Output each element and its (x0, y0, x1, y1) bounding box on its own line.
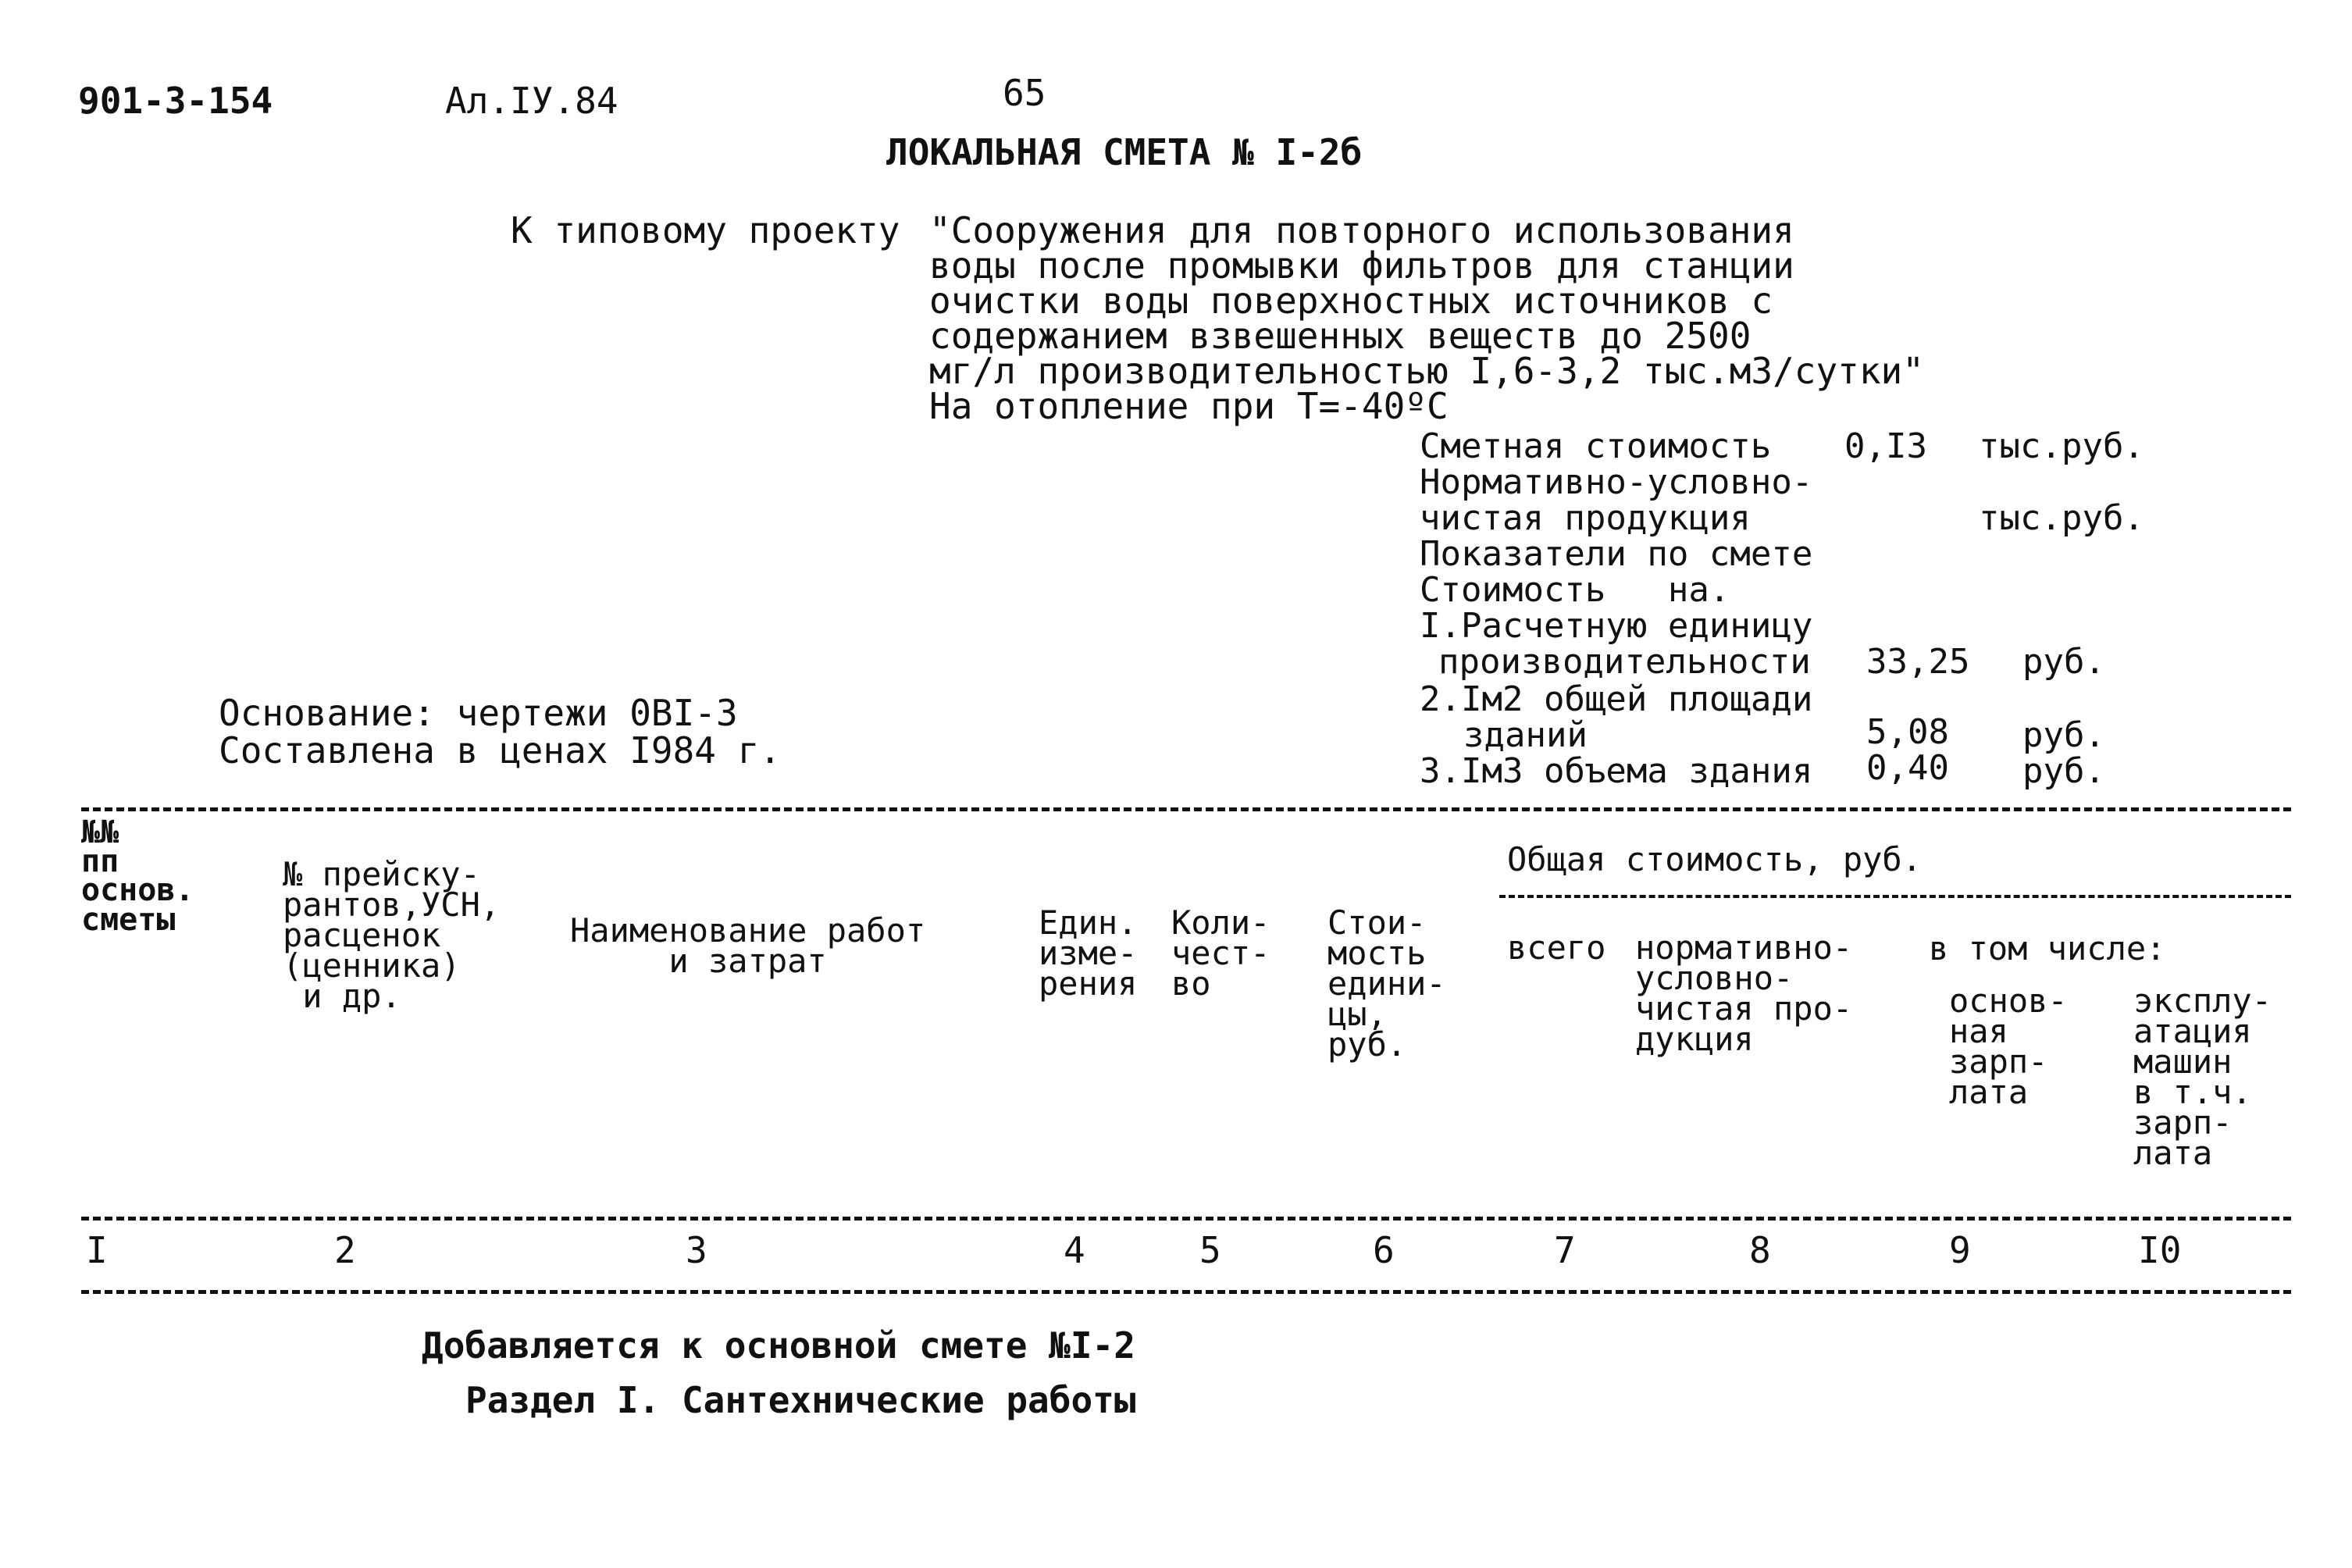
estimated-cost-label: Сметная стоимость (1420, 426, 1772, 466)
project-line: "Сооружения для повторного использования (929, 209, 1794, 251)
project-line: очистки воды поверхностных источников с (929, 280, 1773, 322)
indicator-3-unit: руб. (2022, 751, 2105, 791)
estimated-cost-unit: тыс.руб. (1979, 426, 2144, 466)
column-header-including: в том числе: (1929, 929, 2166, 968)
indicator-1-unit: руб. (2022, 642, 2105, 682)
column-number: I (86, 1229, 108, 1271)
normative-label: чистая продукция (1420, 498, 1751, 538)
column-number: 9 (1949, 1229, 1971, 1271)
indicator-2-label: 2.Iм2 общей площади (1420, 679, 1813, 719)
column-header-work-name: Наименование работ и затрат (570, 911, 926, 981)
document-code: 901-3-154 (78, 80, 273, 122)
page-number: 65 (1003, 72, 1046, 114)
document-title: ЛОКАЛЬНАЯ СМЕТА № I-2б (886, 131, 1363, 173)
cost-per-label: Стоимость на. (1420, 570, 1730, 610)
column-number: 8 (1749, 1229, 1771, 1271)
column-header-total: всего (1507, 928, 1606, 967)
column-number: 4 (1064, 1229, 1085, 1271)
column-header-wages: основ- ная зарп- лата (1949, 982, 2068, 1112)
basis-line: Составлена в ценах I984 г. (219, 729, 782, 772)
indicators-label: Показатели по смете (1420, 534, 1813, 574)
project-line: содержанием взвешенных веществ до 2500 (929, 315, 1752, 357)
project-line: мг/л производительностью I,6-3,2 тыс.м3/сутки" (929, 350, 1924, 392)
total-cost-divider (1499, 895, 2291, 898)
album-number: Ал.IУ.84 (445, 80, 618, 122)
column-number: I0 (2138, 1229, 2182, 1271)
project-label: К типовому проекту (511, 209, 900, 251)
basis-line: Основание: чертежи 0BI-3 (219, 692, 738, 734)
section-title: Раздел I. Сантехнические работы (465, 1379, 1136, 1421)
column-header-unit: Един. изме- рения (1039, 903, 1138, 1003)
column-header-unit-cost: Стои- мость едини- цы, руб. (1327, 903, 1446, 1064)
column-header-price-list: № прейску- рантов,УСН, расценок (ценника) и др. (283, 855, 501, 1016)
column-number: 6 (1373, 1229, 1395, 1271)
column-header-machines: эксплу- атация машин в т.ч. зарп- лата (2133, 982, 2272, 1173)
column-header-total-cost: Общая стоимость, руб. (1507, 840, 1923, 878)
indicator-2-unit: руб. (2022, 715, 2105, 755)
indicator-2-label: зданий (1463, 715, 1588, 755)
normative-unit: тыс.руб. (1979, 498, 2144, 538)
project-line: На отопление при Т=-40ºС (929, 385, 1449, 427)
column-header-normative: нормативно- условно- чистая про- дукция (1635, 928, 1853, 1059)
estimated-cost-value: 0,I3 (1844, 426, 1927, 466)
column-number: 7 (1554, 1229, 1576, 1271)
indicator-1-label: производительности (1438, 642, 1811, 682)
column-header-row-number: №№ пп основ. сметы (81, 814, 194, 938)
column-number: 2 (334, 1229, 356, 1271)
header-bottom-divider (81, 1217, 2291, 1221)
added-note: Добавляется к основной смете №I-2 (422, 1324, 1135, 1367)
indicator-1-label: I.Расчетную единицу (1420, 606, 1813, 646)
column-header-quantity: Коли- чест- во (1171, 903, 1270, 1003)
indicator-3-value: 0,40 (1866, 748, 1949, 788)
table-top-divider (81, 807, 2291, 811)
normative-label: Нормативно-условно- (1420, 462, 1813, 502)
numbers-bottom-divider (81, 1290, 2291, 1294)
indicator-2-value: 5,08 (1866, 712, 1949, 752)
column-number: 3 (686, 1229, 707, 1271)
indicator-3-label: 3.Iм3 объема здания (1420, 751, 1813, 791)
indicator-1-value: 33,25 (1866, 642, 1970, 682)
project-line: воды после промывки фильтров для станции (929, 244, 1794, 287)
column-number: 5 (1199, 1229, 1221, 1271)
